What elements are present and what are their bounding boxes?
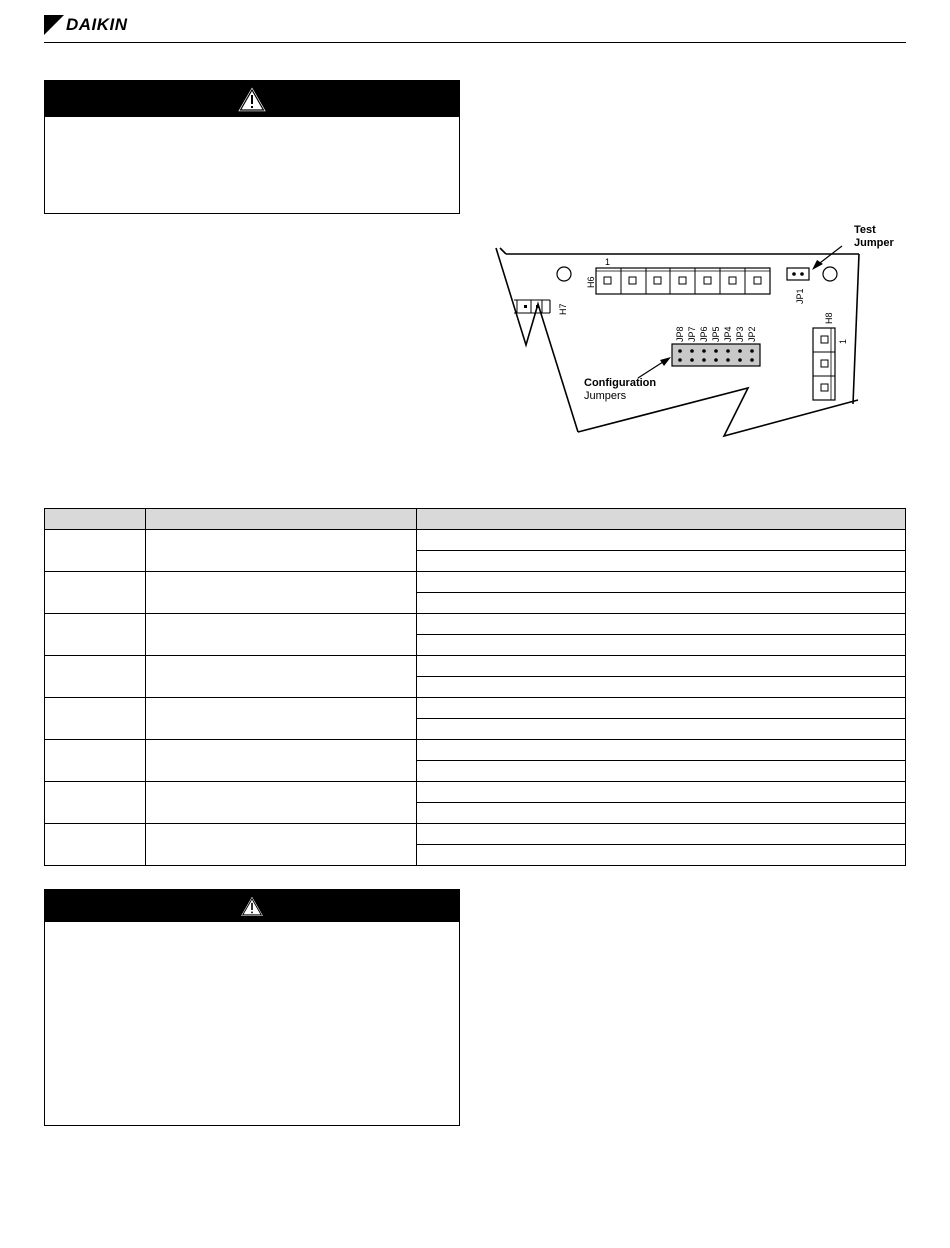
table-cell [416, 677, 905, 698]
table-header-cell [416, 509, 905, 530]
table-cell [416, 656, 905, 677]
mount-hole-right [823, 267, 837, 281]
config-jumper-label-line1: Configuration [584, 377, 657, 389]
warning-box-top [44, 80, 460, 214]
controller-board-diagram [490, 218, 908, 444]
connector-h8 [813, 328, 835, 400]
configuration-jumper-block [672, 344, 760, 366]
warning-triangle-icon [235, 84, 269, 114]
test-jumper-label-line1: Test [854, 224, 876, 236]
table-row [45, 530, 906, 551]
jp5-label: JP5 [711, 326, 721, 342]
jumper-configuration-table [44, 508, 906, 866]
test-jumper-jp1 [787, 268, 809, 280]
warning-triangle-icon [238, 894, 266, 918]
table-cell [145, 698, 416, 740]
table-header-cell [45, 509, 146, 530]
table-cell [145, 740, 416, 782]
brand-logo [44, 14, 128, 36]
warning-header [45, 890, 459, 922]
test-jumper-label-line2: Jumper [854, 237, 894, 249]
table-cell [416, 782, 905, 803]
table-cell [45, 698, 146, 740]
table-cell [416, 635, 905, 656]
h6-pin1-label: 1 [605, 257, 611, 267]
jp6-label: JP6 [699, 326, 709, 342]
table-header-cell [145, 509, 416, 530]
table-cell [416, 761, 905, 782]
table-cell [145, 656, 416, 698]
table-row [45, 656, 906, 677]
h8-label: H8 [824, 312, 834, 324]
jp8-label: JP8 [675, 326, 685, 342]
table-cell [45, 572, 146, 614]
h8-pin1-label: 1 [838, 338, 848, 344]
table-cell [45, 530, 146, 572]
table-cell [45, 740, 146, 782]
table-cell [416, 698, 905, 719]
jp1-label: JP1 [795, 288, 805, 304]
h6-label: H6 [586, 276, 596, 288]
table-header-row [45, 509, 906, 530]
table-row [45, 740, 906, 761]
table-row [45, 614, 906, 635]
table-row [45, 698, 906, 719]
connector-h6 [596, 268, 770, 294]
jp2-label: JP2 [747, 326, 757, 342]
table-cell [45, 824, 146, 866]
jp7-label: JP7 [687, 326, 697, 342]
table-cell [145, 572, 416, 614]
table-cell [416, 572, 905, 593]
table-cell [416, 803, 905, 824]
table-row [45, 782, 906, 803]
table-cell [145, 824, 416, 866]
table-row [45, 572, 906, 593]
h7-label: H7 [558, 303, 568, 315]
daikin-delta-icon [44, 15, 64, 35]
connector-h7 [514, 300, 550, 313]
brand-name: DAIKIN [66, 15, 128, 34]
page-header [44, 12, 906, 43]
table-cell [416, 845, 905, 866]
table-cell [145, 614, 416, 656]
table-cell [416, 824, 905, 845]
table-cell [145, 782, 416, 824]
jp4-label: JP4 [723, 326, 733, 342]
board-right-edge [853, 254, 859, 404]
config-jumper-label-line2: Jumpers [584, 390, 627, 402]
table-cell [416, 614, 905, 635]
warning-header [45, 81, 459, 117]
warning-box-bottom [44, 889, 460, 1126]
table-cell [45, 614, 146, 656]
table-cell [145, 530, 416, 572]
table-cell [416, 719, 905, 740]
table-cell [416, 530, 905, 551]
table-cell [416, 593, 905, 614]
mount-hole-left [557, 267, 571, 281]
jp3-label: JP3 [735, 326, 745, 342]
board-outline [496, 248, 538, 344]
table-cell [416, 551, 905, 572]
config-jumper-arrow [638, 360, 666, 378]
table-cell [45, 782, 146, 824]
table-row [45, 824, 906, 845]
board-left-edge [496, 248, 578, 432]
table-cell [416, 740, 905, 761]
table-cell [45, 656, 146, 698]
